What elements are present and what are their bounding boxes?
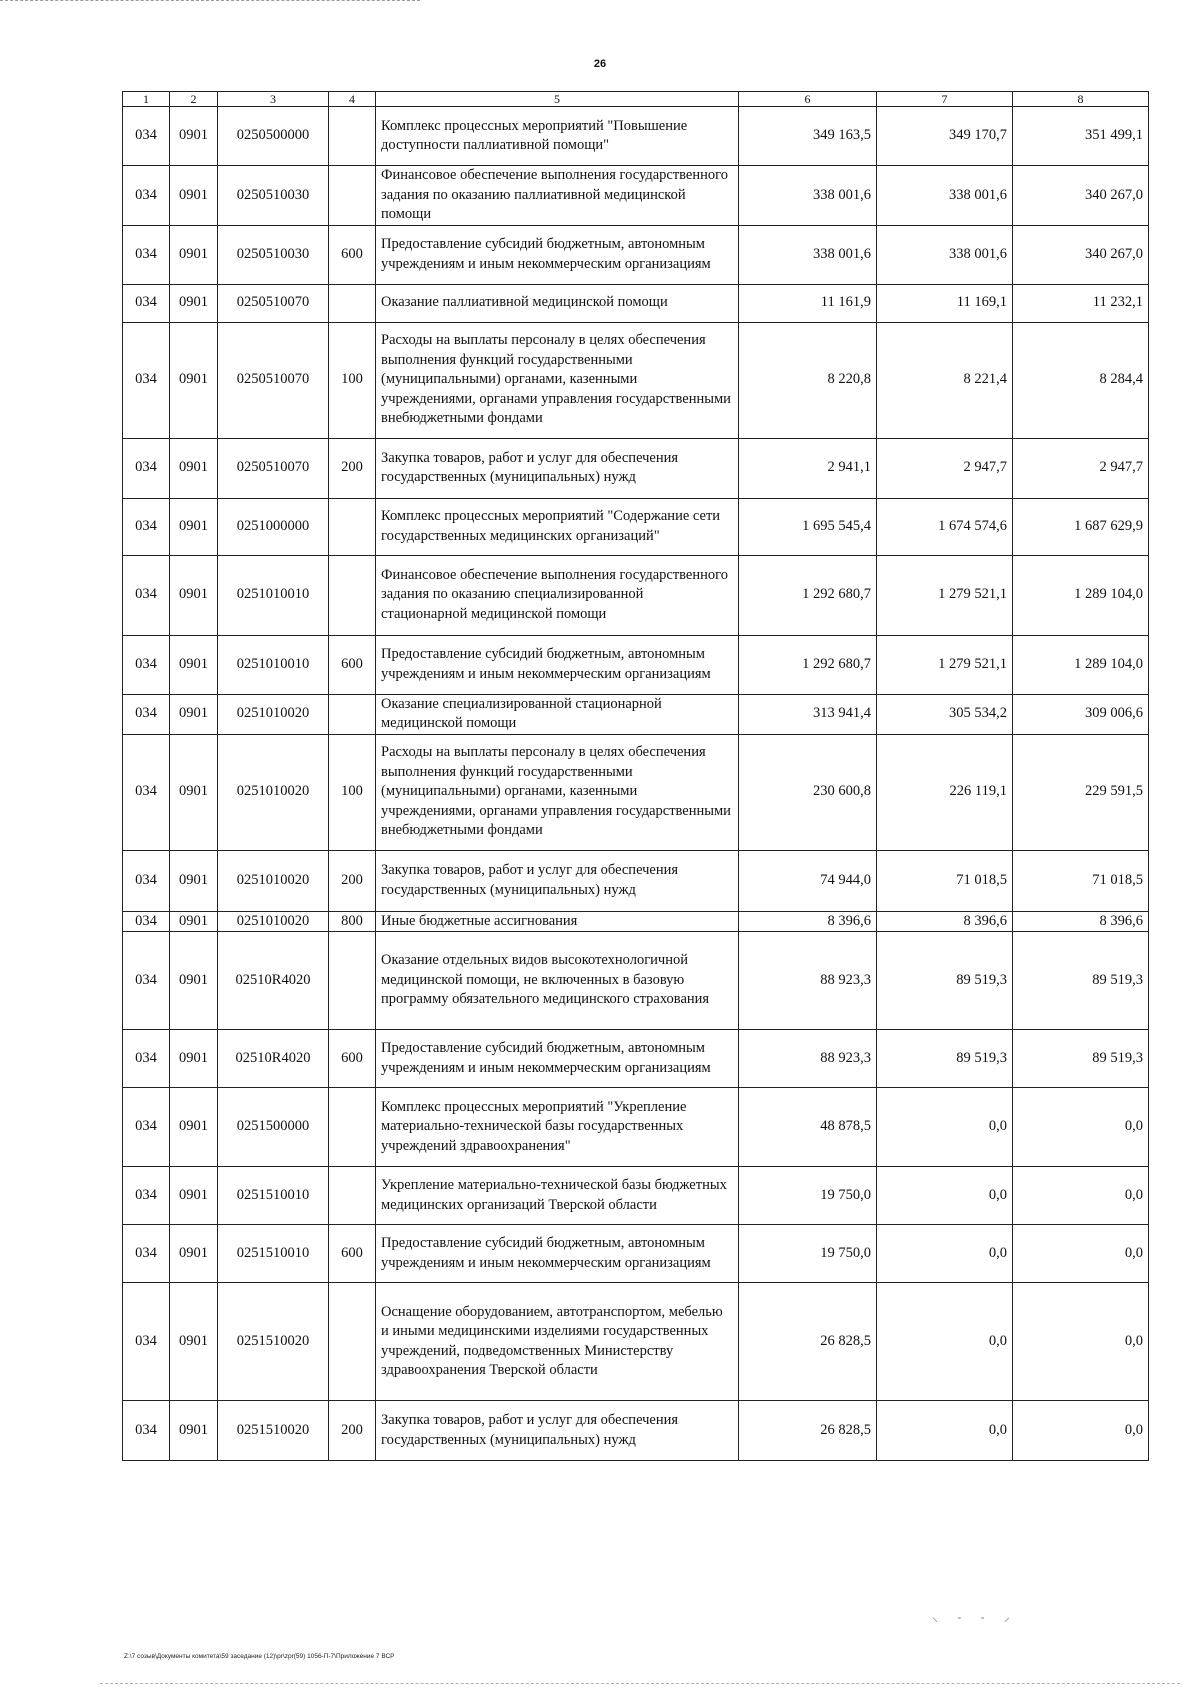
cell-target-article: 0250510030 — [218, 166, 329, 226]
column-header: 7 — [877, 92, 1013, 107]
cell-description: Комплекс процессных мероприятий "Укрепление материально-технической базы государственных учреждений здравоохранения" — [376, 1088, 739, 1167]
cell-section-code: 0901 — [170, 322, 218, 438]
cell-description: Иные бюджетные ассигнования — [376, 911, 739, 932]
cell-expense-type — [329, 694, 376, 734]
cell-expense-type: 200 — [329, 1401, 376, 1461]
cell-amount-year3: 340 267,0 — [1013, 166, 1149, 226]
cell-amount-year1: 2 941,1 — [739, 438, 877, 498]
cell-ministry-code: 034 — [123, 1088, 170, 1167]
cell-expense-type — [329, 1167, 376, 1225]
cell-expense-type — [329, 107, 376, 166]
cell-description: Закупка товаров, работ и услуг для обеспечения государственных (муниципальных) нужд — [376, 1401, 739, 1461]
cell-section-code: 0901 — [170, 1030, 218, 1088]
cell-amount-year2: 0,0 — [877, 1283, 1013, 1401]
cell-ministry-code: 034 — [123, 635, 170, 694]
cell-description: Предоставление субсидий бюджетным, автономным учреждениям и иным некоммерческим организациям — [376, 1225, 739, 1283]
column-header: 3 — [218, 92, 329, 107]
cell-section-code: 0901 — [170, 1225, 218, 1283]
cell-target-article: 0251010020 — [218, 850, 329, 911]
table-row — [123, 1167, 1149, 1225]
cell-target-article: 02510R4020 — [218, 932, 329, 1030]
cell-target-article: 0251510020 — [218, 1401, 329, 1461]
cell-ministry-code: 034 — [123, 1167, 170, 1225]
cell-target-article: 0251010010 — [218, 635, 329, 694]
cell-description: Расходы на выплаты персоналу в целях обеспечения выполнения функций государственными (муниципальными) органами, казенными учреждениями, органами управления государственными внебюджетными фондами — [376, 322, 739, 438]
cell-expense-type: 600 — [329, 635, 376, 694]
cell-amount-year2: 1 279 521,1 — [877, 635, 1013, 694]
cell-ministry-code: 034 — [123, 932, 170, 1030]
cell-amount-year1: 349 163,5 — [739, 107, 877, 166]
footer-file-path: Z:\7 созыв\Документы комитета\59 заседание (12)\pr\zpr(59) 1056-П-7\Приложение 7 ВСР — [124, 1653, 395, 1660]
cell-expense-type: 600 — [329, 1225, 376, 1283]
cell-section-code: 0901 — [170, 694, 218, 734]
cell-section-code: 0901 — [170, 734, 218, 850]
cell-amount-year2: 11 169,1 — [877, 284, 1013, 322]
cell-ministry-code: 034 — [123, 694, 170, 734]
cell-section-code: 0901 — [170, 284, 218, 322]
cell-target-article: 0251010020 — [218, 911, 329, 932]
cell-description: Укрепление материально-технической базы бюджетных медицинских организаций Тверской области — [376, 1167, 739, 1225]
column-header: 6 — [739, 92, 877, 107]
cell-amount-year1: 88 923,3 — [739, 1030, 877, 1088]
table-row — [123, 734, 1149, 850]
cell-amount-year3: 340 267,0 — [1013, 225, 1149, 284]
cell-amount-year1: 230 600,8 — [739, 734, 877, 850]
cell-target-article: 0250510070 — [218, 438, 329, 498]
cell-ministry-code: 034 — [123, 1283, 170, 1401]
cell-target-article: 0251510010 — [218, 1167, 329, 1225]
cell-ministry-code: 034 — [123, 1225, 170, 1283]
cell-expense-type — [329, 1088, 376, 1167]
cell-section-code: 0901 — [170, 1283, 218, 1401]
table-row — [123, 694, 1149, 734]
table-row — [123, 1283, 1149, 1401]
cell-description: Предоставление субсидий бюджетным, автономным учреждениям и иным некоммерческим организациям — [376, 635, 739, 694]
cell-ministry-code: 034 — [123, 1030, 170, 1088]
cell-expense-type: 800 — [329, 911, 376, 932]
table-row — [123, 555, 1149, 635]
cell-amount-year2: 8 396,6 — [877, 911, 1013, 932]
column-header: 8 — [1013, 92, 1149, 107]
cell-description: Оказание паллиативной медицинской помощи — [376, 284, 739, 322]
cell-section-code: 0901 — [170, 850, 218, 911]
cell-amount-year3: 2 947,7 — [1013, 438, 1149, 498]
column-header: 2 — [170, 92, 218, 107]
cell-section-code: 0901 — [170, 225, 218, 284]
cell-ministry-code: 034 — [123, 1401, 170, 1461]
cell-amount-year1: 74 944,0 — [739, 850, 877, 911]
table-row — [123, 1030, 1149, 1088]
table-row — [123, 166, 1149, 226]
cell-section-code: 0901 — [170, 1167, 218, 1225]
cell-target-article: 0251500000 — [218, 1088, 329, 1167]
cell-ministry-code: 034 — [123, 284, 170, 322]
cell-amount-year2: 89 519,3 — [877, 932, 1013, 1030]
scan-artifact-top — [0, 0, 420, 1]
cell-amount-year1: 8 396,6 — [739, 911, 877, 932]
cell-expense-type: 200 — [329, 850, 376, 911]
table-row — [123, 911, 1149, 932]
budget-table — [122, 91, 1149, 1461]
cell-ministry-code: 034 — [123, 734, 170, 850]
cell-amount-year1: 338 001,6 — [739, 166, 877, 226]
cell-amount-year3: 89 519,3 — [1013, 932, 1149, 1030]
cell-description: Комплекс процессных мероприятий "Содержание сети государственных медицинских организаций" — [376, 498, 739, 555]
cell-target-article: 0251510010 — [218, 1225, 329, 1283]
table-row — [123, 850, 1149, 911]
cell-section-code: 0901 — [170, 932, 218, 1030]
cell-amount-year2: 1 674 574,6 — [877, 498, 1013, 555]
cell-amount-year1: 19 750,0 — [739, 1167, 877, 1225]
cell-target-article: 0250500000 — [218, 107, 329, 166]
cell-section-code: 0901 — [170, 635, 218, 694]
cell-amount-year2: 0,0 — [877, 1088, 1013, 1167]
cell-amount-year3: 8 284,4 — [1013, 322, 1149, 438]
cell-target-article: 0250510070 — [218, 284, 329, 322]
cell-amount-year1: 338 001,6 — [739, 225, 877, 284]
cell-description: Расходы на выплаты персоналу в целях обеспечения выполнения функций государственными (муниципальными) органами, казенными учреждениями, органами управления государственными внебюджетными фондами — [376, 734, 739, 850]
cell-ministry-code: 034 — [123, 498, 170, 555]
cell-ministry-code: 034 — [123, 555, 170, 635]
cell-amount-year3: 89 519,3 — [1013, 1030, 1149, 1088]
cell-expense-type: 600 — [329, 1030, 376, 1088]
cell-expense-type — [329, 1283, 376, 1401]
cell-section-code: 0901 — [170, 107, 218, 166]
cell-expense-type: 600 — [329, 225, 376, 284]
cell-description: Оснащение оборудованием, автотранспортом, мебелью и иными медицинскими изделиями государственных учреждений, подведомственных Министерству здравоохранения Тверской области — [376, 1283, 739, 1401]
table-row — [123, 932, 1149, 1030]
cell-amount-year3: 0,0 — [1013, 1088, 1149, 1167]
cell-amount-year1: 1 292 680,7 — [739, 555, 877, 635]
cell-amount-year1: 88 923,3 — [739, 932, 877, 1030]
cell-amount-year3: 71 018,5 — [1013, 850, 1149, 911]
cell-section-code: 0901 — [170, 166, 218, 226]
cell-amount-year1: 8 220,8 — [739, 322, 877, 438]
cell-amount-year2: 8 221,4 — [877, 322, 1013, 438]
cell-ministry-code: 034 — [123, 166, 170, 226]
cell-expense-type — [329, 555, 376, 635]
cell-expense-type — [329, 932, 376, 1030]
cell-amount-year3: 0,0 — [1013, 1167, 1149, 1225]
cell-amount-year1: 313 941,4 — [739, 694, 877, 734]
cell-amount-year2: 338 001,6 — [877, 166, 1013, 226]
cell-amount-year2: 1 279 521,1 — [877, 555, 1013, 635]
cell-expense-type — [329, 284, 376, 322]
cell-description: Финансовое обеспечение выполнения государственного задания по оказанию специализированной стационарной медицинской помощи — [376, 555, 739, 635]
cell-description: Закупка товаров, работ и услуг для обеспечения государственных (муниципальных) нужд — [376, 438, 739, 498]
cell-section-code: 0901 — [170, 911, 218, 932]
cell-expense-type: 100 — [329, 322, 376, 438]
cell-target-article: 0251010020 — [218, 694, 329, 734]
cell-amount-year3: 8 396,6 — [1013, 911, 1149, 932]
cell-ministry-code: 034 — [123, 911, 170, 932]
table-body — [123, 92, 1149, 1461]
cell-amount-year3: 1 687 629,9 — [1013, 498, 1149, 555]
cell-amount-year1: 11 161,9 — [739, 284, 877, 322]
table-row — [123, 225, 1149, 284]
cell-amount-year2: 0,0 — [877, 1225, 1013, 1283]
cell-amount-year3: 351 499,1 — [1013, 107, 1149, 166]
cell-section-code: 0901 — [170, 555, 218, 635]
cell-target-article: 0250510030 — [218, 225, 329, 284]
cell-amount-year1: 26 828,5 — [739, 1283, 877, 1401]
column-header: 4 — [329, 92, 376, 107]
cell-expense-type: 200 — [329, 438, 376, 498]
cell-ministry-code: 034 — [123, 850, 170, 911]
cell-target-article: 0251010010 — [218, 555, 329, 635]
cell-amount-year3: 0,0 — [1013, 1401, 1149, 1461]
cell-amount-year2: 338 001,6 — [877, 225, 1013, 284]
cell-amount-year2: 2 947,7 — [877, 438, 1013, 498]
cell-amount-year1: 48 878,5 — [739, 1088, 877, 1167]
cell-amount-year3: 309 006,6 — [1013, 694, 1149, 734]
table-row — [123, 322, 1149, 438]
cell-amount-year2: 89 519,3 — [877, 1030, 1013, 1088]
cell-description: Предоставление субсидий бюджетным, автономным учреждениям и иным некоммерческим организациям — [376, 1030, 739, 1088]
cell-description: Финансовое обеспечение выполнения государственного задания по оказанию паллиативной медицинской помощи — [376, 166, 739, 226]
table-row — [123, 107, 1149, 166]
page-number: 26 — [593, 58, 607, 70]
table-row — [123, 284, 1149, 322]
cell-section-code: 0901 — [170, 498, 218, 555]
cell-amount-year1: 19 750,0 — [739, 1225, 877, 1283]
cell-description: Оказание специализированной стационарной медицинской помощи — [376, 694, 739, 734]
cell-description: Предоставление субсидий бюджетным, автономным учреждениям и иным некоммерческим организациям — [376, 225, 739, 284]
cell-amount-year1: 1 695 545,4 — [739, 498, 877, 555]
cell-target-article: 0251510020 — [218, 1283, 329, 1401]
scan-pencil-marks: ⸜ ‐ ‐ ⸝ — [932, 1610, 1018, 1624]
table-row — [123, 635, 1149, 694]
table-row — [123, 1401, 1149, 1461]
cell-target-article: 0251000000 — [218, 498, 329, 555]
cell-amount-year2: 349 170,7 — [877, 107, 1013, 166]
cell-target-article: 02510R4020 — [218, 1030, 329, 1088]
cell-amount-year2: 305 534,2 — [877, 694, 1013, 734]
cell-amount-year1: 26 828,5 — [739, 1401, 877, 1461]
cell-ministry-code: 034 — [123, 107, 170, 166]
cell-amount-year1: 1 292 680,7 — [739, 635, 877, 694]
cell-amount-year2: 0,0 — [877, 1167, 1013, 1225]
cell-target-article: 0250510070 — [218, 322, 329, 438]
cell-description: Закупка товаров, работ и услуг для обеспечения государственных (муниципальных) нужд — [376, 850, 739, 911]
cell-amount-year2: 0,0 — [877, 1401, 1013, 1461]
cell-target-article: 0251010020 — [218, 734, 329, 850]
table-row — [123, 1088, 1149, 1167]
cell-amount-year3: 11 232,1 — [1013, 284, 1149, 322]
cell-description: Оказание отдельных видов высокотехнологичной медицинской помощи, не включенных в базовую программу обязательного медицинского страхования — [376, 932, 739, 1030]
cell-amount-year3: 0,0 — [1013, 1225, 1149, 1283]
cell-expense-type — [329, 498, 376, 555]
cell-expense-type: 100 — [329, 734, 376, 850]
cell-expense-type — [329, 166, 376, 226]
cell-ministry-code: 034 — [123, 438, 170, 498]
cell-ministry-code: 034 — [123, 322, 170, 438]
cell-amount-year2: 226 119,1 — [877, 734, 1013, 850]
cell-amount-year3: 1 289 104,0 — [1013, 555, 1149, 635]
cell-section-code: 0901 — [170, 1401, 218, 1461]
column-header: 5 — [376, 92, 739, 107]
table-row — [123, 438, 1149, 498]
column-header: 1 — [123, 92, 170, 107]
scan-artifact-bottom — [100, 1683, 1180, 1684]
cell-amount-year2: 71 018,5 — [877, 850, 1013, 911]
cell-section-code: 0901 — [170, 438, 218, 498]
table-row — [123, 1225, 1149, 1283]
cell-amount-year3: 1 289 104,0 — [1013, 635, 1149, 694]
cell-amount-year3: 229 591,5 — [1013, 734, 1149, 850]
cell-ministry-code: 034 — [123, 225, 170, 284]
cell-description: Комплекс процессных мероприятий "Повышение доступности паллиативной помощи" — [376, 107, 739, 166]
cell-section-code: 0901 — [170, 1088, 218, 1167]
table-row — [123, 498, 1149, 555]
cell-amount-year3: 0,0 — [1013, 1283, 1149, 1401]
column-number-row — [123, 92, 1149, 107]
